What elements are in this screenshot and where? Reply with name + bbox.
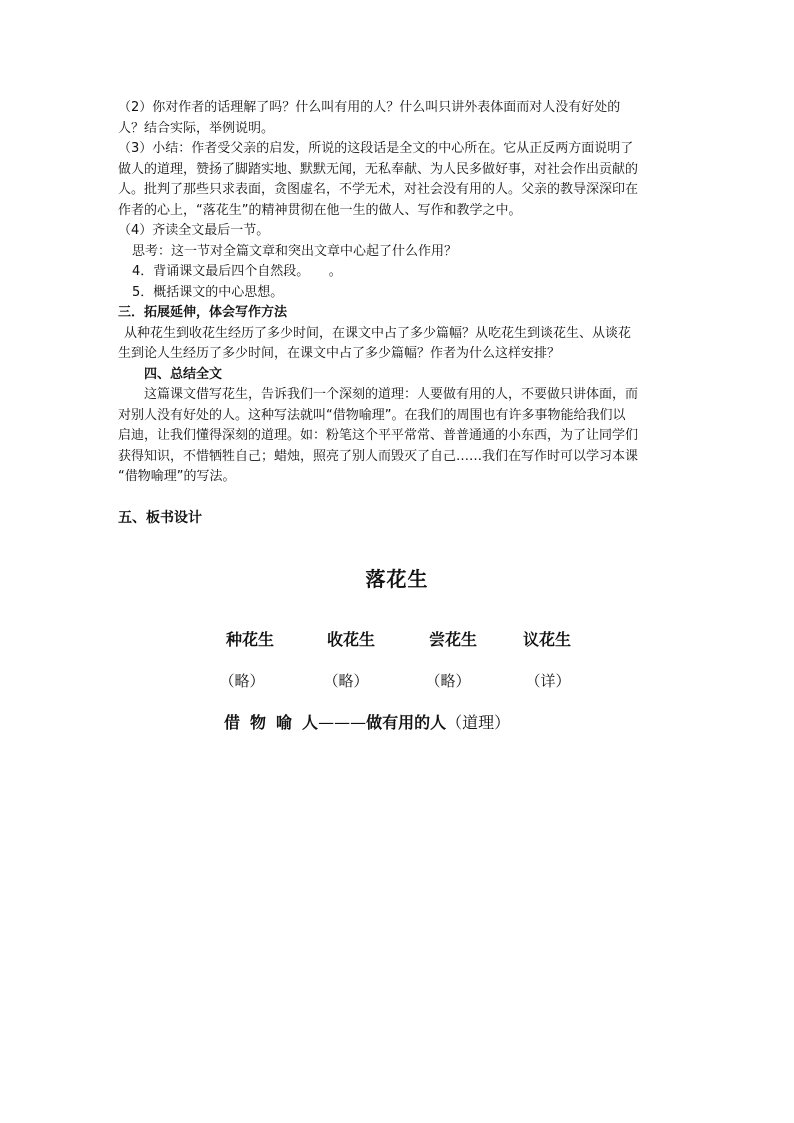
summary-char: 借 — [224, 713, 241, 732]
text-line: （4）齐读全文最后一节。 — [118, 223, 270, 238]
text-line: 4．背诵课文最后四个自然段。 。 — [132, 264, 342, 279]
text-line: 人。批判了那些只求表面，贪图虚名，不学无术，对社会没有用的人。父亲的教导深深印在 — [118, 182, 639, 197]
text-line: 生到论人生经历了多少时间，在课文中占了多少篇幅？作者为什么这样安排？ — [118, 346, 561, 361]
text-line: 作者的心上，“落花生”的精神贯彻在他一生的做人、写作和教学之中。 — [118, 202, 522, 218]
spacer — [118, 488, 678, 508]
text-line: 对别人没有好处的人。这种写法就叫“借物喻理”。在我们的周围也有许多事物能给我们以 — [118, 407, 626, 423]
board-note: （略） — [425, 672, 471, 690]
text-line: 启迪，让我们懂得深刻的道理。如：粉笔这个平平常常、普普通通的小东西，为了让同学们 — [118, 428, 639, 443]
text-line: “借物喻理”的写法。 — [118, 469, 236, 484]
board-stage: 尝花生 — [428, 630, 477, 649]
lesson-text — [118, 98, 678, 528]
section-heading: 五、板书设计 — [118, 509, 202, 526]
board-stage: 收花生 — [326, 630, 375, 649]
board-note: （略） — [323, 672, 369, 690]
board-summary — [224, 710, 510, 733]
summary-char: 人 — [302, 713, 319, 732]
text-line: 做人的道理，赞扬了脚踏实地、默默无闻，无私奉献、为人民多做好事，对社会作出贡献的 — [118, 161, 639, 177]
section-heading: 三．拓展延伸，体会写作方法 — [118, 305, 288, 320]
text-line: （3）小结：作者受父亲的启发，所说的这段话是全文的中心所在。它从正反两方面说明了 — [118, 141, 634, 156]
board-note: （详） — [525, 672, 571, 690]
text-line: 从种花生到收花生经历了多少时间，在课文中占了多少篇幅？从吃花生到谈花生、从谈花 — [124, 325, 632, 341]
text-line: 获得知识，不惜牺牲自己；蜡烛，照亮了别人而毁灭了自己……我们在写作时可以学习本课 — [118, 448, 639, 464]
board-note: （略） — [219, 672, 265, 690]
text-line: 5．概括课文的中心思想。 — [132, 284, 284, 300]
board-stage: 种花生 — [225, 630, 274, 649]
summary-char: 物 — [250, 713, 267, 732]
section-heading: 四、总结全文 — [144, 366, 223, 382]
text-line: （2）你对作者的话理解了吗？什么叫有用的人？什么叫只讲外表体面而对人没有好处的 — [118, 100, 621, 115]
text-line: 人？结合实际，举例说明。 — [118, 120, 275, 136]
board-stage: 议花生 — [522, 630, 571, 649]
text-line: 这篇课文借写花生，告诉我们一个深刻的道理：人要做有用的人，不要做只讲体面，而 — [144, 387, 639, 402]
summary-dash: ——— — [318, 713, 367, 732]
text-line: 思考：这一节对全篇文章和突出文章中心起了什么作用？ — [132, 243, 458, 259]
summary-paren: （道理） — [446, 713, 511, 732]
summary-char: 喻 — [276, 713, 293, 732]
summary-bold: 做有用的人 — [366, 713, 447, 732]
board-title: 落花生 — [365, 567, 429, 591]
